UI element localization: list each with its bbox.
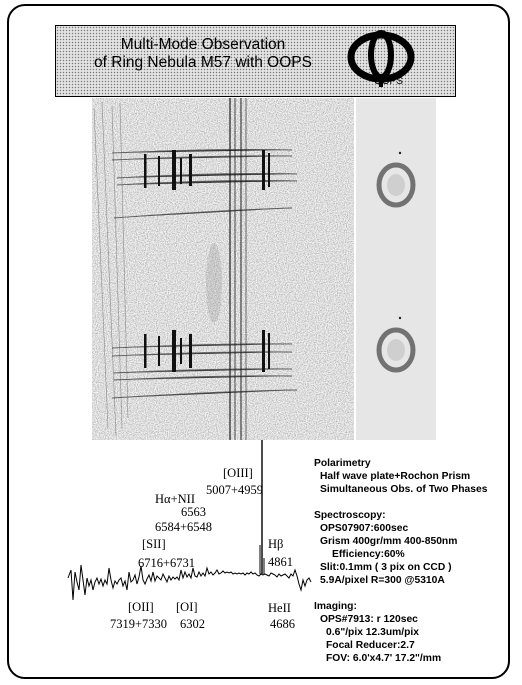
- heii-wavelength: 4686: [270, 617, 295, 631]
- sii-wavelength: 6716+6731: [138, 556, 196, 570]
- ring-nebula-image: [356, 98, 436, 440]
- polarimetry-line-2: Simultaneous Obs. of Two Phases: [320, 484, 488, 495]
- hbeta-wavelength: 4861: [268, 555, 293, 569]
- imaging-line-3: Focal Reducer:2.7: [326, 640, 415, 651]
- ha-wavelength-1: 6563: [181, 505, 206, 519]
- heii-label: HeII: [268, 601, 291, 615]
- ccd-spectrum-image: [92, 98, 354, 440]
- spectroscopy-line-1: OPS07907:600sec: [320, 523, 409, 534]
- hbeta-label: Hβ: [268, 537, 284, 551]
- imaging-line-1: OPS#7913: r 120sec: [320, 614, 418, 625]
- oiii-label: [OIII]: [223, 466, 253, 480]
- spectroscopy-line-3: Efficiency:60%: [332, 549, 405, 560]
- oi-label: [OI]: [176, 600, 198, 614]
- sii-label: [SII]: [142, 537, 166, 551]
- polarimetry-heading: Polarimetry: [314, 458, 371, 469]
- logo-text: OOPS: [374, 76, 403, 87]
- title-line-2: of Ring Nebula M57 with OOPS: [94, 54, 312, 71]
- oi-wavelength: 6302: [180, 617, 205, 631]
- oii-label: [OII]: [128, 600, 154, 614]
- page-title: [68, 36, 338, 72]
- spectroscopy-line-5: 5.9A/pixel R=300 @5310A: [320, 575, 445, 586]
- oii-wavelength: 7319+7330: [110, 617, 168, 631]
- imaging-line-2: 0.6"/pix 12.3um/pix: [326, 627, 420, 638]
- title-box: [55, 25, 456, 97]
- polarimetry-line-1: Half wave plate+Rochon Prism: [320, 471, 471, 482]
- spectroscopy-line-2: Grism 400gr/mm 400-850nm: [320, 536, 458, 547]
- spectroscopy-heading: Spectroscopy:: [314, 510, 386, 521]
- ha-nii-label: Hα+NII: [155, 492, 195, 506]
- title-line-1: Multi-Mode Observation: [120, 36, 286, 53]
- imaging-heading: Imaging:: [314, 601, 357, 612]
- spectroscopy-line-4: Slit:0.1mm ( 3 pix on CCD ): [320, 562, 452, 573]
- imaging-line-4: FOV: 6.0'x4.7' 17.2"/mm: [326, 653, 442, 664]
- oiii-wavelength: 5007+4959: [206, 483, 264, 497]
- ha-wavelength-2: 6584+6548: [155, 520, 213, 534]
